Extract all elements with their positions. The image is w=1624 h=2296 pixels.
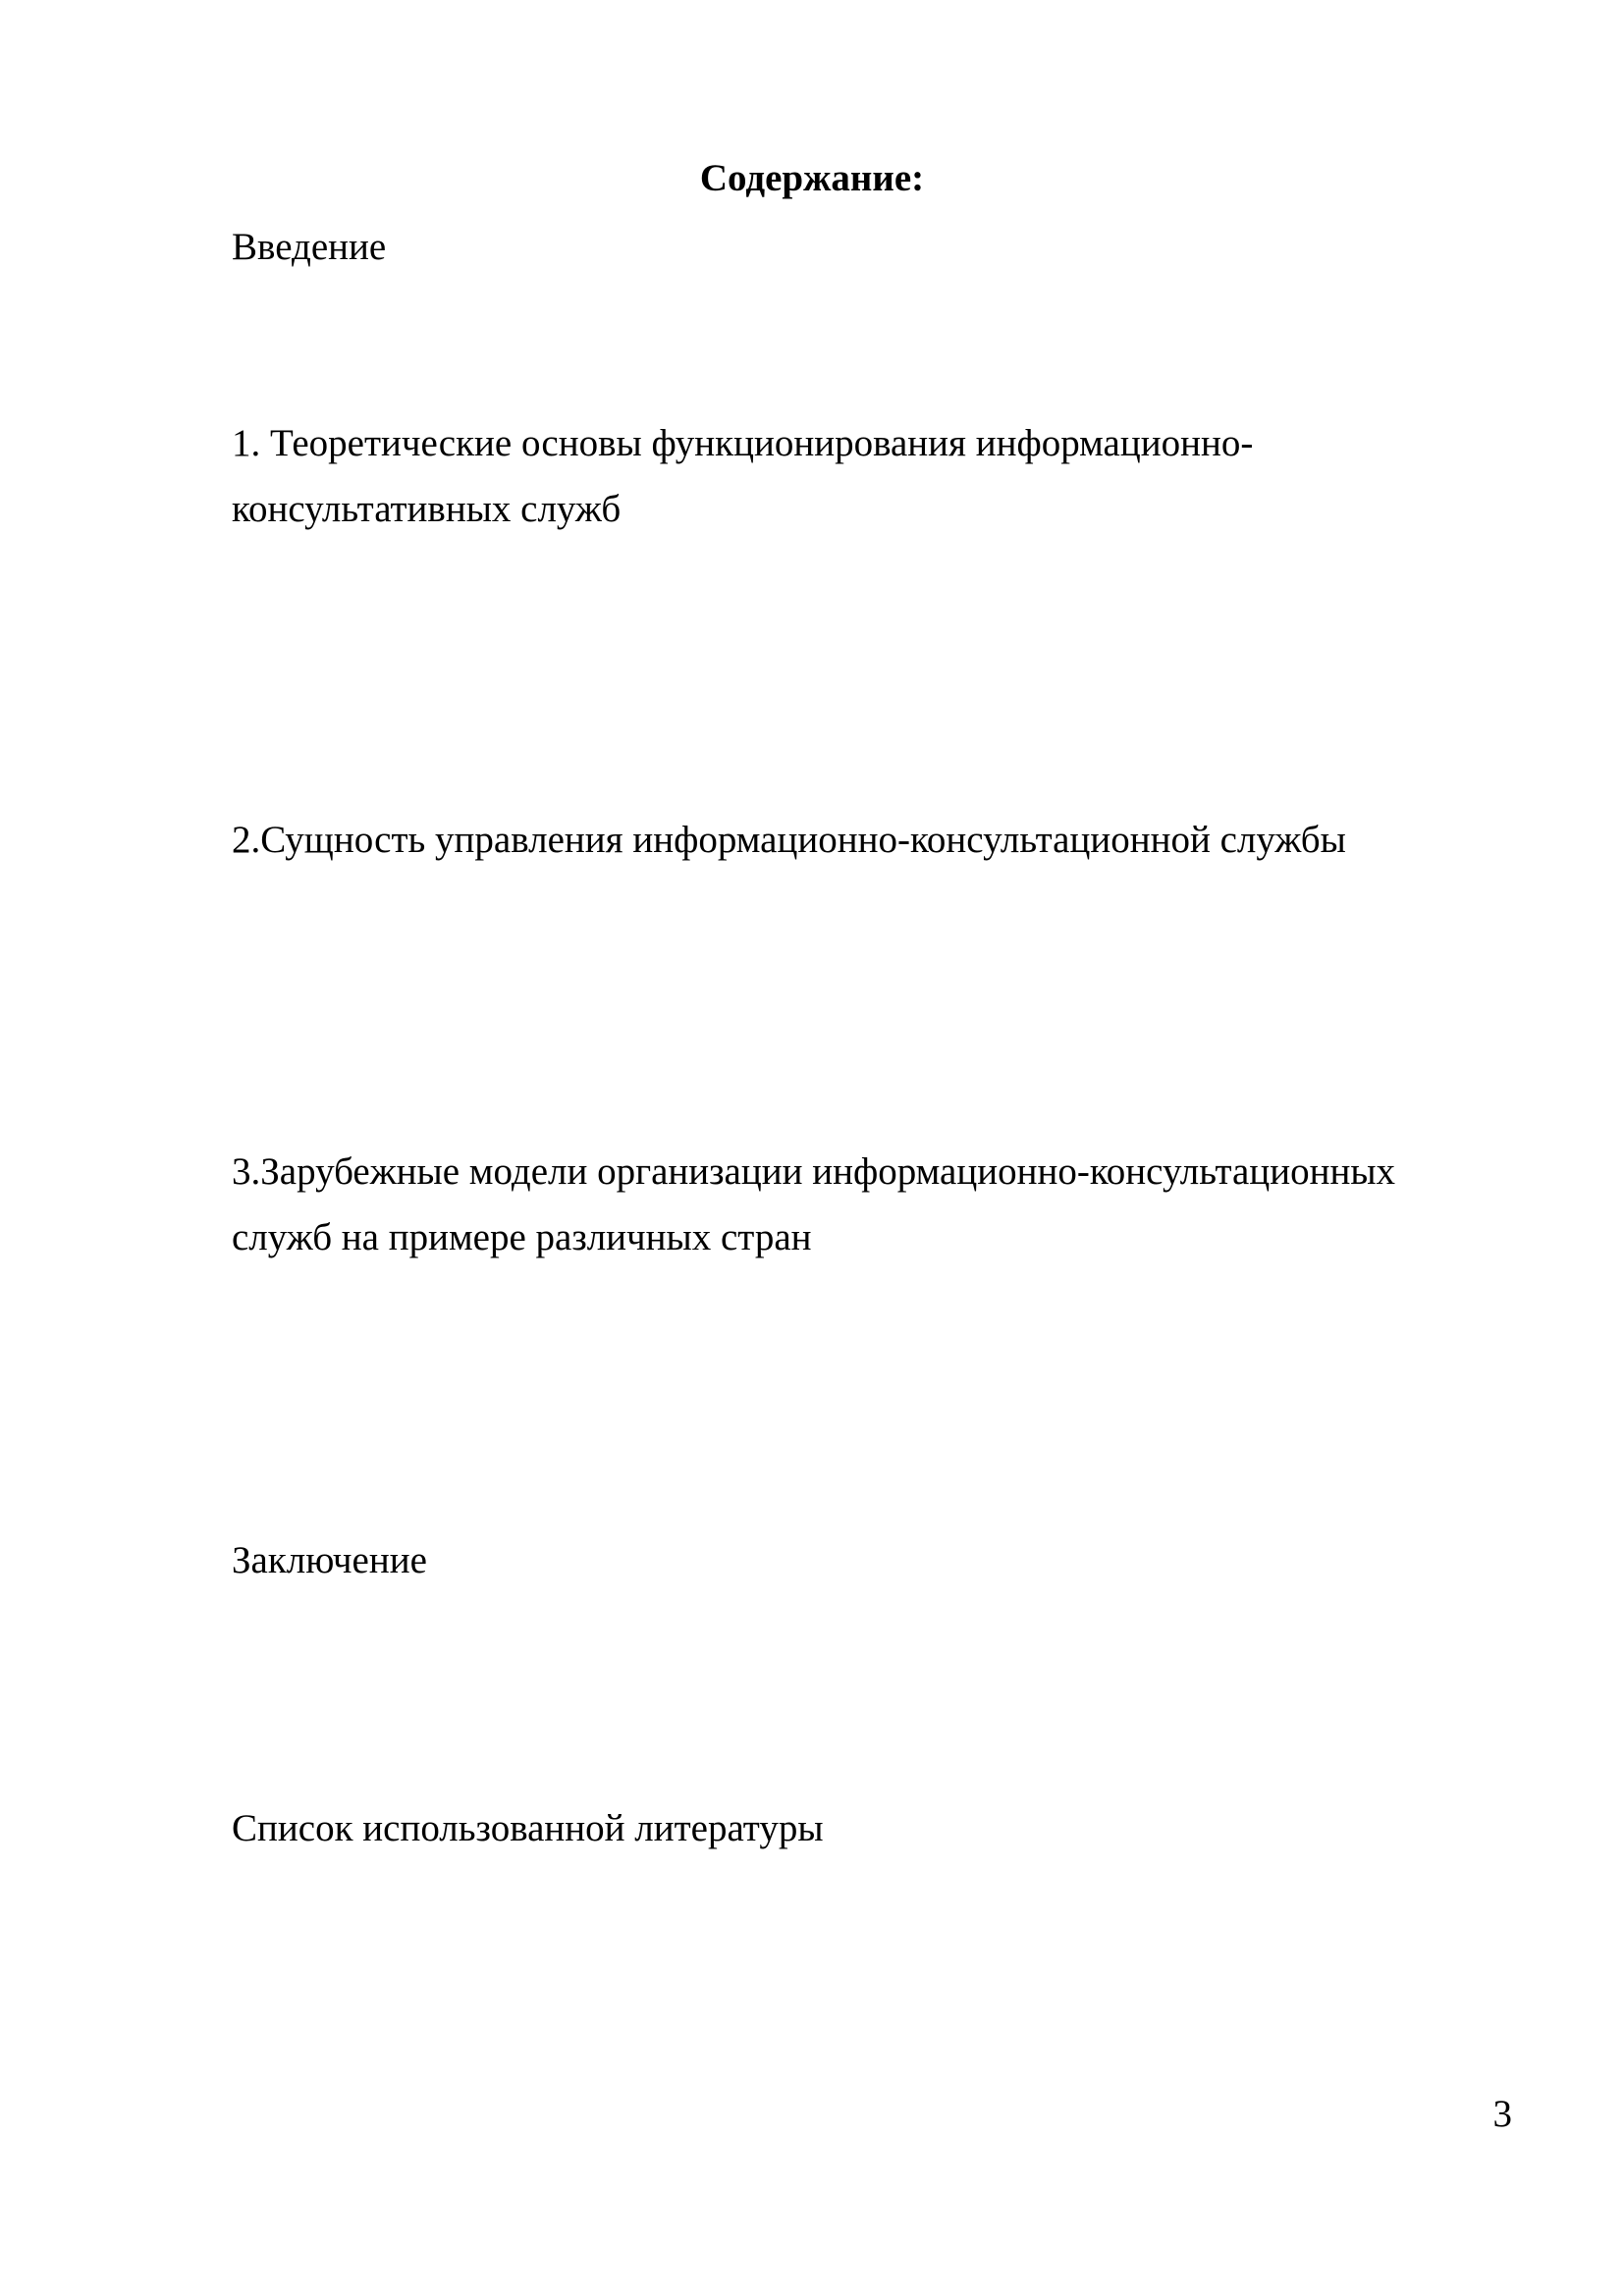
page-number: 3 [1492,2093,1512,2135]
toc-entry-section-1-line-2: консультативных служб [232,488,622,530]
toc-entry-section-2: 2.Сущность управления информационно-консультационной службы [232,819,1346,861]
toc-entry-section-3-line-1: 3.Зарубежные модели организации информационно-консультационных [232,1150,1396,1193]
toc-entry-section-1 [232,410,1439,542]
toc-entry-introduction: Введение [232,226,387,268]
toc-entry-section-3-line-2: служб на примере различных стран [232,1216,812,1258]
toc-entry-section-3 [232,1139,1439,1270]
toc-entry-references: Список использованной литературы [232,1807,824,1849]
toc-entry-section-1-line-1: 1. Теоретические основы функционирования информационно- [232,422,1254,464]
toc-entry-conclusion: Заключение [232,1539,427,1581]
toc-title: Содержание: [699,157,925,199]
